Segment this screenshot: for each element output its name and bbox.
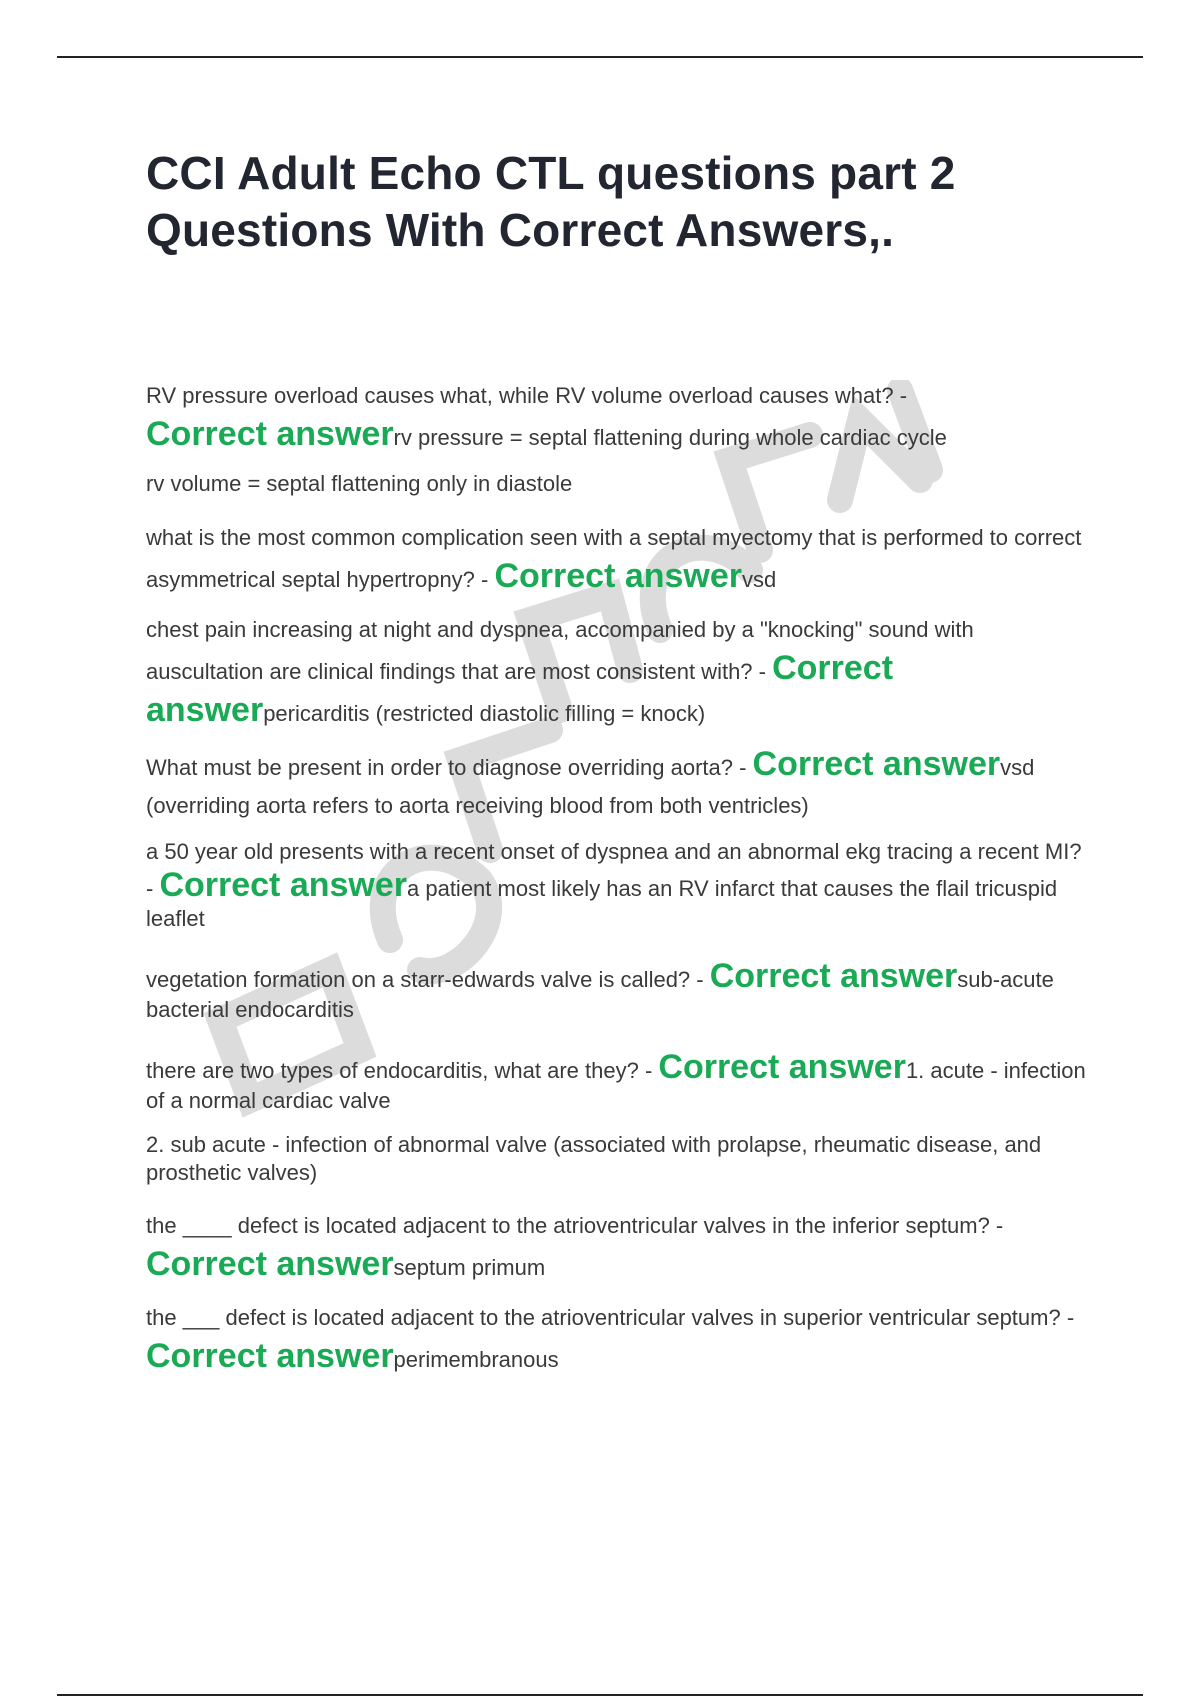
correct-answer-label: Correct answer: [658, 1048, 906, 1086]
qa-item: [146, 611, 1086, 733]
correct-answer-label: Correct answer: [159, 866, 407, 904]
correct-answer-label: Correct answer: [146, 1337, 394, 1375]
qa-item: [146, 1299, 1086, 1379]
document-title: CCI Adult Echo CTL questions part 2 Questions With Correct Answers,.: [146, 147, 956, 256]
qa-list: [146, 377, 1086, 1379]
qa-item: [146, 1048, 1086, 1115]
correct-answer-label: Correct answer: [146, 415, 394, 453]
answer-text: 1. acute - infection of a normal cardiac valve: [146, 1058, 1086, 1113]
question-text: what is the most common complication seen with a septal myectomy that is performed to correct asymmetrical septal hypertropny? -: [146, 525, 1082, 592]
qa-item: [146, 957, 1086, 1024]
answer-text: vsd (overriding aorta refers to aorta receiving blood from both ventricles): [146, 755, 1035, 818]
answer-text: vsd: [742, 567, 777, 592]
answer-text: perimembranous: [393, 1347, 559, 1372]
correct-answer-label: Correct answer: [752, 745, 1001, 783]
question-text: What must be present in order to diagnose overriding aorta? -: [146, 755, 753, 780]
answer-text: sub-acute bacterial endocarditis: [146, 967, 1054, 1022]
qa-item: [146, 837, 1086, 933]
qa-item: [146, 745, 1086, 825]
question-text: RV pressure overload causes what, while RV volume overload causes what? -: [146, 383, 908, 408]
qa-item: [146, 519, 1086, 599]
question-text: the ___ defect is located adjacent to the atrioventricular valves in superior ventricular septum? -: [146, 1305, 1075, 1330]
qa-item: [146, 377, 1086, 457]
bottom-rule: [57, 1694, 1143, 1696]
answer-text: rv pressure = septal flattening during whole cardiac cycle: [393, 425, 947, 450]
correct-answer-label: Correct answer: [709, 957, 958, 995]
answer-continuation: 2. sub acute - infection of abnormal valve (associated with prolapse, rheumatic disease, and prosthetic valves): [146, 1132, 1042, 1185]
question-text: chest pain increasing at night and dyspnea, accompanied by a "knocking" sound with auscultation are clinical findings that are most consistent with? -: [146, 617, 974, 684]
question-text: the ____ defect is located adjacent to the atrioventricular valves in the inferior septum? -: [146, 1213, 1004, 1238]
answer-text: a patient most likely has an RV infarct that causes the flail tricuspid leaflet: [146, 876, 1058, 931]
qa-item: [146, 1207, 1086, 1287]
answer-text: pericarditis (restricted diastolic filling = knock): [263, 701, 706, 726]
answer-text: septum primum: [393, 1255, 546, 1280]
question-text: there are two types of endocarditis, what are they? -: [146, 1058, 659, 1083]
question-text: vegetation formation on a starr-edwards valve is called? -: [146, 967, 710, 992]
correct-answer-label: Correct answer: [494, 557, 743, 595]
correct-answer-label: Correct answer: [146, 1245, 394, 1283]
document-body: [146, 145, 1086, 1391]
question-text: a 50 year old presents with a recent onset of dyspnea and an abnormal ekg tracing a recent MI? -: [146, 839, 1082, 901]
top-rule: [57, 56, 1143, 58]
answer-continuation: rv volume = septal flattening only in diastole: [146, 471, 573, 496]
correct-answer-label: Correct answer: [146, 649, 894, 729]
